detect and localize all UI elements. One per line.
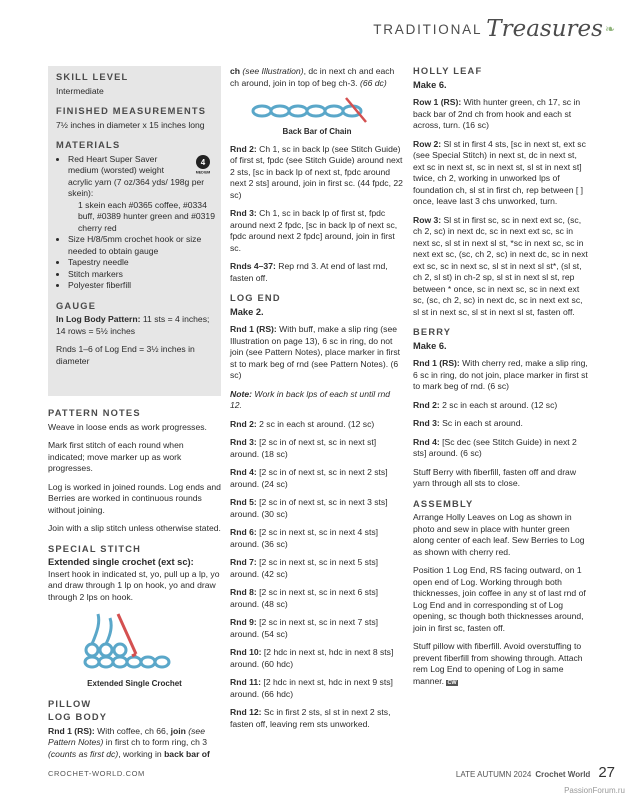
yarn-weight-label: MEDIUM: [195, 170, 211, 174]
log-end-round: Rnd 8: [2 sc in next st, sc in next 6 sts] around. (48 sc): [230, 587, 379, 609]
log-body-rnd-1: Rnd 1 (RS): With coffee, ch 66, join (see Pattern Notes) in first ch to form ring, ch 3 (counts as first dc), working in back bar of: [48, 725, 210, 759]
log-end-round: Rnd 10: [2 hdc in next st, hdc in next 8 sts] around. (60 hdc): [230, 647, 394, 669]
gauge-line-1: In Log Body Pattern: 11 sts = 4 inches; 14 rows = 5½ inches: [56, 314, 210, 336]
materials-box-content: [56, 72, 216, 374]
finished-text: 7½ inches in diameter x 15 inches long: [56, 119, 205, 130]
berry-heading: BERRY: [413, 327, 452, 337]
berry-make: Make 6.: [413, 340, 447, 351]
assembly-paragraph: Stuff pillow with fiberfill. Avoid overstuffing to prevent fiberfill from showing through. Attach rem Log End to opening of Log in same manner. CW: [413, 641, 583, 686]
special-stitch-text: Insert hook in indicated st, yo, pull up a lp, yo and draw through 1 lp on hook, yo and draw through 2 lps on hook.: [48, 568, 220, 602]
materials-heading: MATERIALS: [56, 140, 121, 150]
footer-issue: [456, 764, 615, 781]
yarn-weight-icon: [194, 154, 212, 174]
special-stitch-heading: SPECIAL STITCH: [48, 543, 142, 554]
page-number: 27: [598, 764, 615, 781]
material-item: • Stitch markers: [68, 269, 216, 281]
holly-row-1: Row 1 (RS): With hunter green, ch 17, sc in back bar of 2nd ch from hook and each st across, turn. (16 sc): [413, 97, 581, 130]
skill-level-text: Intermediate: [56, 85, 104, 96]
column-3: [413, 66, 589, 696]
log-end-round: Rnd 3: [2 sc in of next st, sc in next st] around. (18 sc): [230, 437, 377, 459]
log-body-rnd-3: Rnd 3: Ch 1, sc in back lp of first st, fpdc around next 2 fpdc, [sc in back lp of next sc, fpdc around next 2 fpdc] around, join in first sc.: [230, 208, 398, 253]
log-body-rnds-4-37: Rnds 4–37: Rep rnd 3. At end of last rnd, fasten off.: [230, 261, 388, 283]
pattern-notes-heading: PATTERN NOTES: [48, 408, 141, 418]
footer-issue-date: LATE AUTUMN 2024: [455, 770, 532, 779]
column-2: [230, 66, 404, 737]
log-end-round: Rnd 9: [2 sc in next st, sc in next 7 sts] around. (54 sc): [230, 617, 379, 639]
back-bar-chain-illustration: [248, 96, 378, 126]
log-body-heading: LOG BODY: [48, 712, 108, 722]
gauge-heading: GAUGE: [56, 300, 97, 311]
holly-row-2: Row 2: Sl st in first 4 sts, [sc in next st, ext sc (see Special Stitch) in next st, dc in next st, ext sc in next st, sc in next st, sl st in next st] twice, ch 2, working in unworked lps of foundation ch, sl st in first ch, rep between [ ] once, leave last 3 chs unworked, turn.: [413, 138, 586, 206]
special-stitch-name: Extended single crochet (ext sc):: [48, 557, 194, 567]
log-end-round: Rnd 2: 2 sc in each st around. (12 sc): [230, 418, 375, 429]
log-end-note: Note: Work in back lps of each st until rnd 12.: [230, 388, 391, 410]
footer-magazine: Crochet World: [535, 770, 591, 779]
gauge-line-2: Rnds 1–6 of Log End = 3½ inches in diameter: [56, 344, 195, 366]
log-end-round: Rnd 12: Sc in first 2 sts, sl st in next 2 sts, fasten off, leaving rem sts unworked.: [230, 707, 391, 729]
log-end-round: Rnd 7: [2 sc in next st, sc in next 5 sts] around. (42 sc): [230, 557, 379, 579]
section-label: TRADITIONAL: [373, 21, 483, 37]
log-end-rnd-1: Rnd 1 (RS): With buff, make a slip ring (see Illustration on page 13), 6 sc in ring, do not join (see Pattern Notes), place marker in first st to mark beg of rnd (see Pattern Notes). (6 sc): [230, 324, 401, 380]
holly-leaf-heading: HOLLY LEAF: [413, 66, 483, 76]
pillow-heading: PILLOW: [48, 698, 92, 709]
assembly-paragraph: Arrange Holly Leaves on Log as shown in photo and sew in place with hunter green along center of each leaf. Sew Berries to Log as shown with cherry red.: [413, 512, 585, 557]
column-1-lower: [48, 408, 221, 767]
note-paragraph: Mark first stitch of each round when indicated; move marker up as work progresses.: [48, 440, 184, 473]
holly-row-3: Row 3: Sl st in first sc, sc in next ext sc, (sc, ch 2, sc) in next dc, sc in next ext sc, sc in next sc, sl st in next sl st, *sc in next sc, sc in next ext sc, (sc, ch 2, sc) in next dc, sc in next ext sc, sc in next sc, sl st in next sl st*, (sl st, ch 2, sl st) in ch-2 sp, sl st in next sl st, rep between * once, sc in next sc, sc in next ext sc, (sc, ch 2, sc) in next dc, sc in next ext sc, sl st in next sc, sl st in next sl st, fasten off.: [413, 214, 588, 317]
log-end-make: Make 2.: [230, 306, 264, 317]
berry-rnd-4: Rnd 4: [Sc dec (see Stitch Guide) in next 2 sts] around. (6 sc): [413, 436, 577, 458]
material-item: • Size H/8/5mm crochet hook or size needed to obtain gauge: [68, 234, 216, 257]
log-end-round: Rnd 4: [2 sc in of next st, sc in next 2 sts] around. (24 sc): [230, 467, 388, 489]
note-paragraph: Log is worked in joined rounds. Log ends and Berries are worked in continuous rounds without joining.: [48, 481, 221, 515]
ext-sc-caption: Extended Single Crochet: [87, 679, 182, 688]
log-end-heading: LOG END: [230, 293, 281, 303]
yarn-weight-number: • 4: [200, 157, 206, 167]
back-bar-caption: Back Bar of Chain: [282, 127, 352, 136]
section-script-title: Treasures: [486, 16, 603, 42]
skein-colors: 1 skein each #0365 coffee, #0334 buff, #0389 hunter green and #0319 cherry red: [78, 199, 215, 233]
watermark: PassionForum.ru: [564, 786, 625, 795]
log-body-rnd-1-cont: ch (see Illustration), dc in next ch and each ch around, join in top of beg ch-3. (66 dc): [230, 66, 395, 88]
material-item: • 4 MEDIUM Red Heart Super Saver medium (worsted) weight acrylic yarn (7 oz/364 yds/ 198g per skein): 1 skein each #0365 coffee, #0334 buff, #0389 hunter green and #0319 cherry red: [68, 154, 216, 235]
log-end-round: Rnd 5: [2 sc in of next st, sc in next 3 sts] around. (30 sc): [230, 497, 388, 519]
berry-rnd-3: Rnd 3: Sc in each st around.: [413, 418, 523, 428]
skill-level-heading: SKILL LEVEL: [56, 72, 129, 82]
end-mark-icon: CW: [447, 679, 457, 686]
assembly-heading: ASSEMBLY: [413, 498, 474, 509]
page-header: [373, 16, 615, 42]
finished-heading: FINISHED MEASUREMENTS: [56, 106, 207, 116]
materials-list: [56, 154, 216, 292]
berry-rnd-2: Rnd 2: 2 sc in each st around. (12 sc): [413, 399, 558, 410]
material-item: • Polyester fiberfill: [68, 280, 216, 292]
berry-finish: Stuff Berry with fiberfill, fasten off and draw yarn through all sts to close.: [413, 466, 577, 488]
material-item: • Tapestry needle: [68, 257, 216, 269]
log-end-round: Rnd 11: [2 hdc in next st, hdc in next 9 sts] around. (66 hdc): [230, 677, 393, 699]
holly-leaf-make: Make 6.: [413, 79, 447, 90]
log-end-round: Rnd 6: [2 sc in next st, sc in next 4 sts] around. (36 sc): [230, 527, 379, 549]
note-paragraph: Join with a slip stitch unless otherwise stated.: [48, 523, 221, 533]
assembly-paragraph: Position 1 Log End, RS facing outward, on 1 open end of Log. Working through both thicknesses, join coffee in any st of last rnd of Log End and in corresponding st of Log opening, sc though both thicknesses around, join in first sc, fasten off.: [413, 565, 586, 633]
note-paragraph: Weave in loose ends as work progresses.: [48, 421, 207, 432]
footer-website: CROCHET-WORLD.COM: [48, 769, 145, 778]
berry-rnd-1: Rnd 1 (RS): With cherry red, make a slip ring, 6 sc in ring, do not join, place marker in first st to mark beg of rnd. (6 sc): [413, 358, 588, 391]
log-body-rnd-2: Rnd 2: Ch 1, sc in back lp (see Stitch Guide) of first st, fpdc (see Stitch Guide) around next 2 sts, [sc in back lp of next st, fpdc around next 2 sts] around, join in first sc. (44 fpdc, 22 sc): [230, 143, 403, 200]
ext-sc-illustration: [78, 610, 188, 678]
holly-leaf-icon: ❧: [604, 22, 615, 36]
